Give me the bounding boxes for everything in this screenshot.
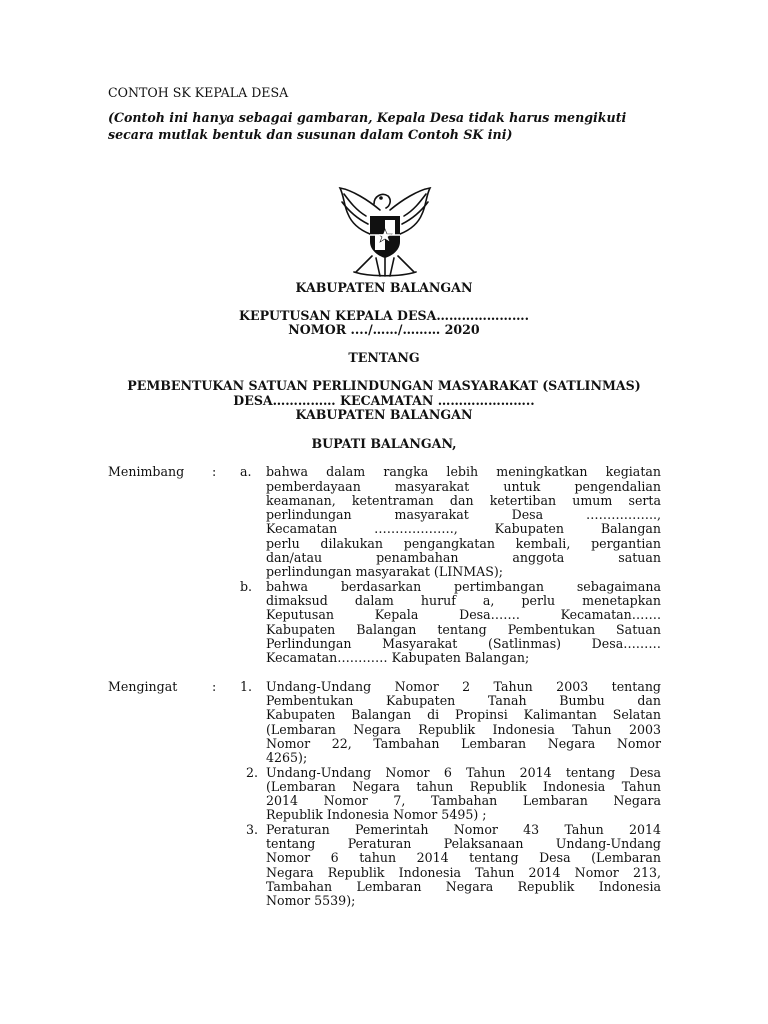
text-line: Negara Republik Indonesia Tahun 2014 Nomor 213, — [266, 865, 661, 880]
text-line: perlu dilakukan pengangkatan kembali, pergantian — [266, 536, 661, 551]
text-line: Keputusan Kepala Desa……. Kecamatan……. — [266, 607, 661, 622]
text-line: Tambahan Lembaran Negara Republik Indonesia — [266, 879, 661, 894]
decree-title: KEPUTUSAN KEPALA DESA…………………. — [239, 308, 529, 323]
section-label: Menimbang — [108, 464, 185, 479]
text-line: pemberdayaan masyarakat untuk pengendalian — [266, 479, 661, 494]
text-line: Undang-Undang Nomor 6 Tahun 2014 tentang Desa — [266, 765, 661, 780]
text-line: dan/atau penambahan anggota satuan — [266, 550, 661, 565]
authority-heading: BUPATI BALANGAN, — [311, 436, 457, 451]
item-marker: 2. — [246, 765, 259, 780]
text-line: Kabupaten Balangan di Propinsi Kalimantan Selatan — [266, 707, 661, 722]
item-marker: b. — [240, 579, 253, 594]
text-line: Peraturan Pemerintah Nomor 43 Tahun 2014 — [266, 822, 661, 837]
text-line: Perlindungan Masyarakat (Satlinmas) Desa……… — [266, 636, 661, 651]
text-line: bahwa dalam rangka lebih meningkatkan kegiatan — [266, 464, 661, 479]
text-line: Kabupaten Balangan tentang Pembentukan Satuan — [266, 622, 661, 637]
text-line: 4265); — [266, 750, 308, 765]
text-line: Nomor 5539); — [266, 893, 356, 908]
text-line: (Lembaran Negara Republik Indonesia Tahun 2003 — [266, 722, 661, 737]
section-label: Mengingat — [108, 679, 178, 694]
text-line: perlindungan masyarakat Desa …………….., — [266, 507, 661, 522]
decree-number: NOMOR ..../……/……… 2020 — [288, 322, 480, 337]
section-colon: : — [212, 464, 217, 479]
item-marker: a. — [240, 464, 252, 479]
subject-line-2: DESA…………… KECAMATAN ………………….. — [233, 393, 535, 408]
region-title: KABUPATEN BALANGAN — [295, 280, 473, 295]
text-line: 2014 Nomor 7, Tambahan Lembaran Negara — [266, 793, 661, 808]
text-line: perlindungan masyarakat (LINMAS); — [266, 564, 503, 579]
garuda-emblem — [330, 184, 440, 280]
text-line: Undang-Undang Nomor 2 Tahun 2003 tentang — [266, 679, 661, 694]
subject-line-3: KABUPATEN BALANGAN — [295, 407, 473, 422]
text-line: Nomor 6 tahun 2014 tentang Desa (Lembaran — [266, 850, 661, 865]
text-line: dimaksud dalam huruf a, perlu menetapkan — [266, 593, 661, 608]
text-line: keamanan, ketentraman dan ketertiban umum serta — [266, 493, 661, 508]
text-line: Pembentukan Kabupaten Tanah Bumbu dan — [266, 693, 661, 708]
text-line: Republik Indonesia Nomor 5495) ; — [266, 807, 487, 822]
about-heading: TENTANG — [348, 350, 420, 365]
item-marker: 1. — [240, 679, 253, 694]
text-line: bahwa berdasarkan pertimbangan sebagaimana — [266, 579, 661, 594]
note-line-2: secara mutlak bentuk dan susunan dalam Contoh SK ini) — [108, 127, 513, 142]
subject-line-1: PEMBENTUKAN SATUAN PERLINDUNGAN MASYARAKAT (SATLINMAS) — [127, 378, 641, 393]
text-line: (Lembaran Negara tahun Republik Indonesia Tahun — [266, 779, 661, 794]
text-line: Kecamatan ………………., Kabupaten Balangan — [266, 521, 661, 536]
note-line-1: (Contoh ini hanya sebagai gambaran, Kepala Desa tidak harus mengikuti — [108, 110, 627, 125]
text-line: Nomor 22, Tambahan Lembaran Negara Nomor — [266, 736, 661, 751]
text-line: tentang Peraturan Pelaksanaan Undang-Undang — [266, 836, 661, 851]
section-colon: : — [212, 679, 217, 694]
text-line: Kecamatan………… Kabupaten Balangan; — [266, 650, 530, 665]
item-marker: 3. — [246, 822, 259, 837]
document-label: CONTOH SK KEPALA DESA — [108, 85, 289, 100]
